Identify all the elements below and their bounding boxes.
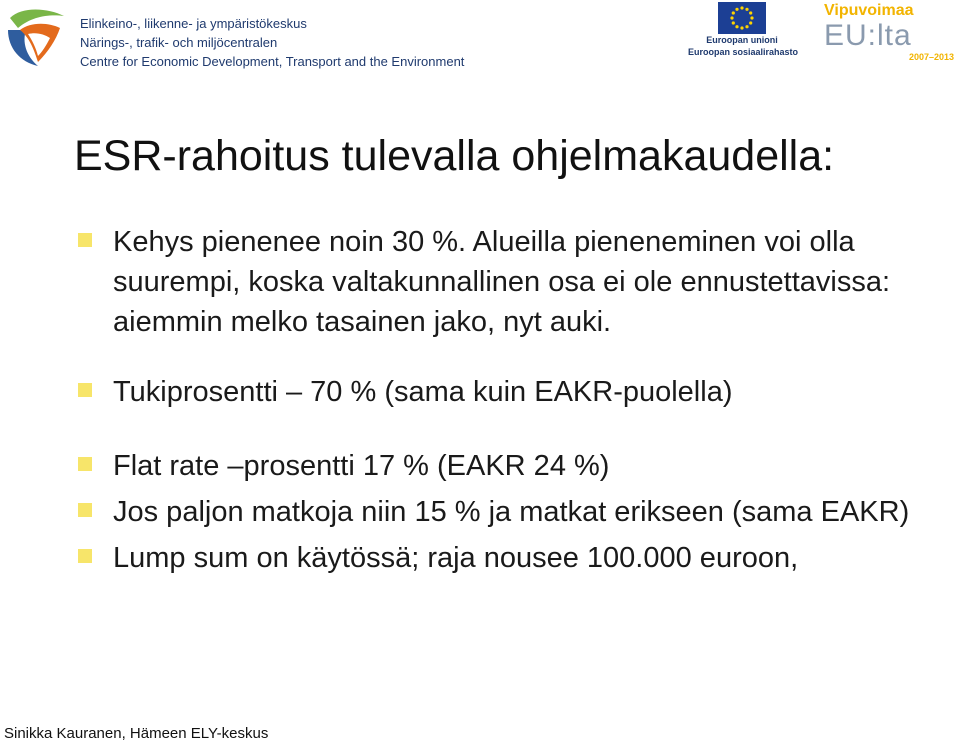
eu-caption-union: Euroopan unioni	[706, 35, 778, 45]
square-bullet-icon	[78, 457, 92, 471]
bullet-text: Flat rate –prosentti 17 % (EAKR 24 %)	[113, 450, 610, 482]
square-bullet-icon	[78, 383, 92, 397]
slide-footer: Sinikka Kauranen, Hämeen ELY-keskus	[4, 725, 269, 742]
program-years: 2007–2013	[908, 52, 954, 62]
bullet-item	[78, 446, 948, 486]
bullet-text: Tukiprosentti – 70 % (sama kuin EAKR-puolella)	[113, 376, 733, 408]
bullet-item	[78, 222, 948, 342]
eu-flag-icon	[718, 2, 766, 34]
square-bullet-icon	[78, 549, 92, 563]
square-bullet-icon	[78, 503, 92, 517]
bullet-list	[78, 222, 948, 578]
bullet-text: Lump sum on käytössä; raja nousee 100.000 euroon,	[113, 542, 799, 574]
bullet-text: Kehys pienenee noin 30 %. Alueilla pieneneminen voi olla suurempi, koska valtakunnallinen osa ei ole ennustettavissa: aiemmin melko tasainen jako, nyt auki.	[113, 226, 891, 338]
bullet-text: Jos paljon matkoja niin 15 % ja matkat erikseen (sama EAKR)	[113, 496, 910, 528]
ely-centre-logo-icon	[4, 4, 70, 70]
vipuvoimaa-logo	[824, 2, 960, 62]
bullet-item	[78, 538, 948, 578]
slide-title: ESR-rahoitus tulevalla ohjelmakaudella:	[74, 132, 835, 180]
eulta-text: EU:lta	[824, 19, 912, 52]
bullet-item	[78, 492, 948, 532]
ely-name-sv: Närings-, trafik- och miljöcentralen	[80, 35, 278, 50]
eu-caption-esf: Euroopan sosiaalirahasto	[688, 47, 799, 57]
vipuvoimaa-text: Vipuvoimaa	[824, 2, 914, 19]
slide-header	[0, 0, 960, 80]
square-bullet-icon	[78, 233, 92, 247]
eu-logo	[688, 2, 799, 58]
ely-name-en: Centre for Economic Development, Transport and the Environment	[80, 54, 465, 69]
bullet-item	[78, 372, 948, 412]
ely-centre-name	[80, 14, 464, 71]
ely-name-fi: Elinkeino-, liikenne- ja ympäristökeskus	[80, 16, 307, 31]
